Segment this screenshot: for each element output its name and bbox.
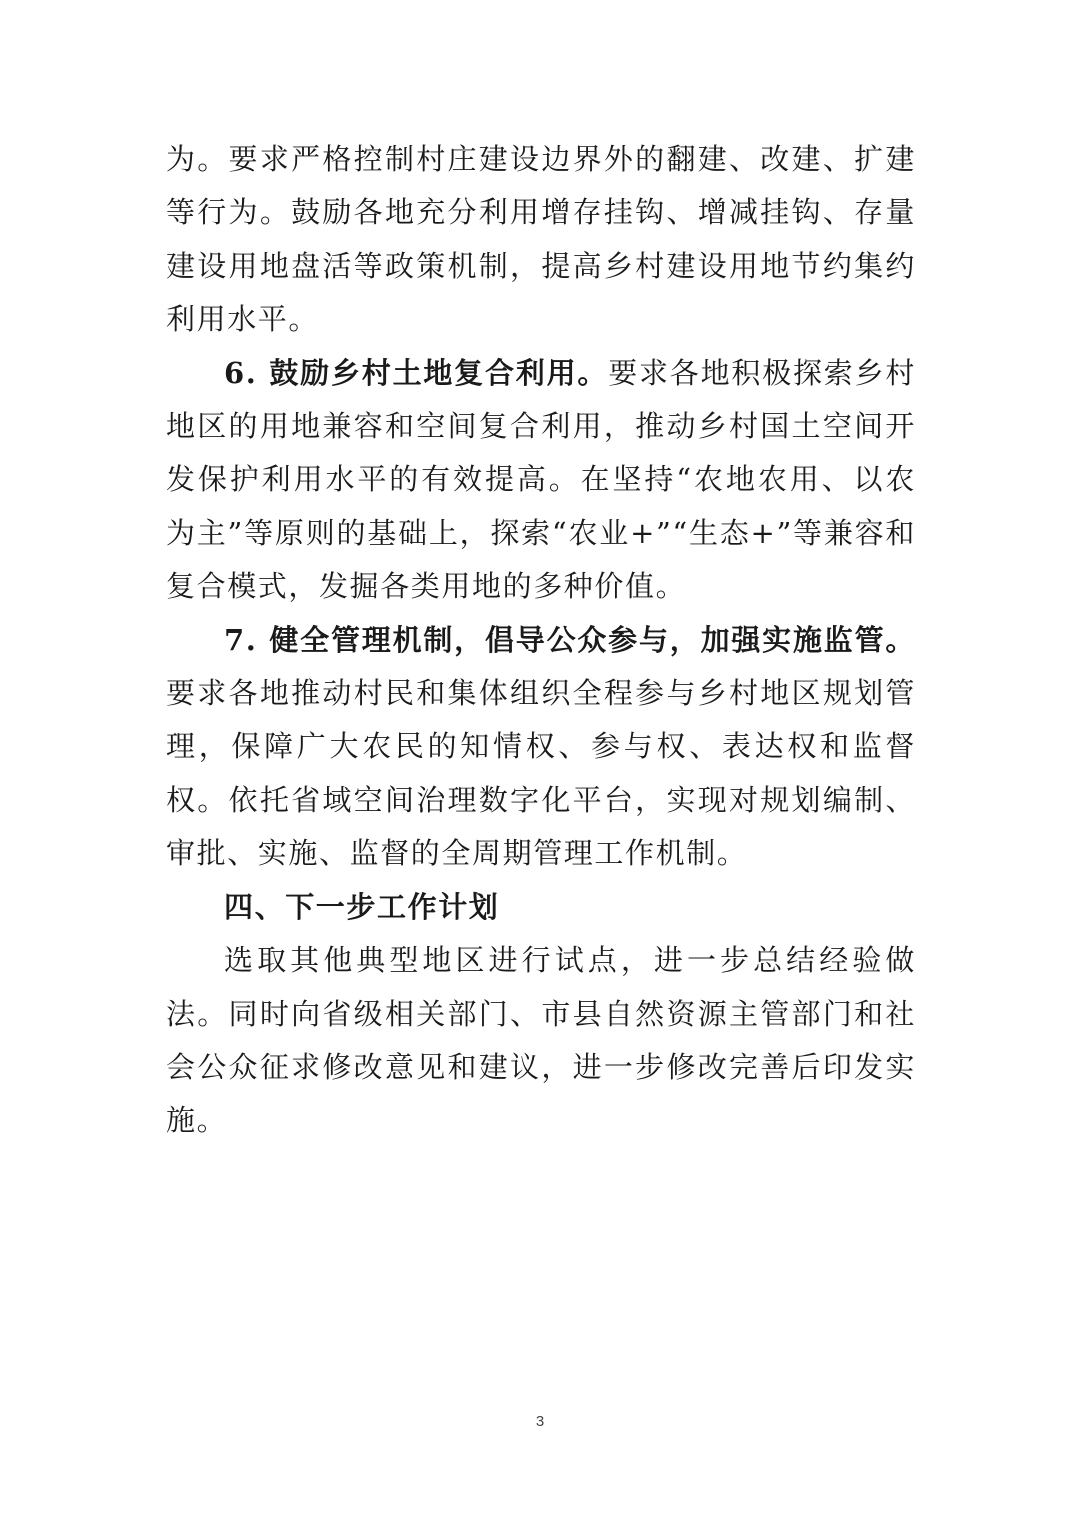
item-7-title: 7. 健全管理机制，倡导公众参与，加强实施监管。: [224, 622, 916, 657]
section-4-paragraph: 选取其他典型地区进行试点，进一步总结经验做法。同时向省级相关部门、市县自然资源主管部门和社会公众征求修改意见和建议，进一步修改完善后印发实施。: [166, 943, 916, 1138]
page-number: 3: [535, 1413, 545, 1430]
document-body: [166, 133, 916, 1148]
continuation-paragraph: 为。要求严格控制村庄建设边界外的翻建、改建、扩建等行为。鼓励各地充分利用增存挂钩、增减挂钩、存量建设用地盘活等政策机制，提高乡村建设用地节约集约利用水平。: [166, 142, 916, 337]
item-6-paragraph: [166, 347, 916, 614]
item-6-title: 6. 鼓励乡村土地复合利用。: [224, 355, 609, 390]
item-6-body: 要求各地积极探索乡村地区的用地兼容和空间复合利用，推动乡村国土空间开发保护利用水平的有效提高。在坚持“农地农用、以农为主”等原则的基础上，探索“农业+”“生态+”等兼容和复合模式，发掘各类用地的多种价值。: [166, 355, 916, 604]
section-4-heading: 四、下一步工作计划: [224, 889, 500, 924]
item-7-body: 要求各地推动村民和集体组织全程参与乡村地区规划管理，保障广大农民的知情权、参与权、表达权和监督权。依托省域空间治理数字化平台，实现对规划编制、审批、实施、监督的全周期管理工作机制。: [166, 676, 916, 871]
item-7-paragraph: [166, 614, 916, 881]
